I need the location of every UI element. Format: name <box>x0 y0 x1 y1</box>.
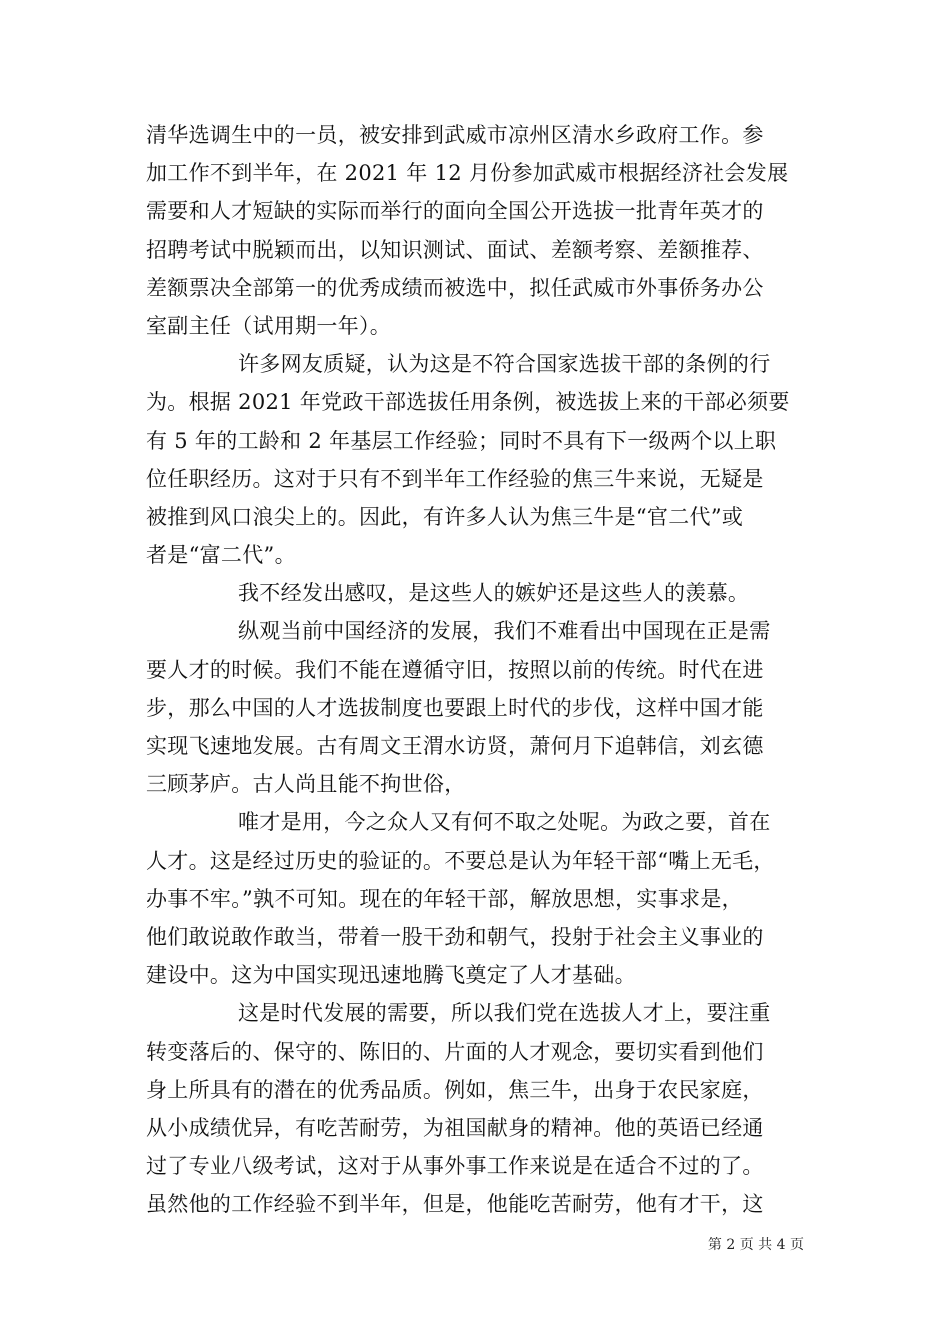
paragraph-5 <box>146 803 808 994</box>
text-line: 实现飞速地发展。古有周文王渭水访贤，萧何月下追韩信，刘玄德 <box>146 734 764 758</box>
text-line: 转变落后的、保守的、陈旧的、片面的人才观念，要切实看到他们 <box>146 1039 764 1064</box>
text-line: 招聘考试中脱颖而出，以知识测试、面试、差额考察、差额推荐、 <box>146 237 764 262</box>
text-line: 步，那么中国的人才选拔制度也要跟上时代的步伐，这样中国才能 <box>146 695 764 720</box>
text-line: 为。根据 2021 年党政干部选拔任用条例，被选拔上来的干部必须要 <box>146 390 790 415</box>
paragraph-1 <box>146 116 808 345</box>
text-line: 加工作不到半年，在 2021 年 12 月份参加武威市根据经济社会发展 <box>146 161 789 186</box>
text-line: 室副主任（试用期一年）。 <box>146 313 392 338</box>
paragraph-2 <box>146 345 808 574</box>
text-line: 需要和人才短缺的实际而举行的面向全国公开选拔一批青年英才的 <box>146 199 764 224</box>
text-line: 过了专业八级考试，这对于从事外事工作来说是在适合不过的了。 <box>146 1154 764 1179</box>
text-line: 唯才是用，今之众人又有何不取之处呢。为政之要，首在 <box>238 810 771 835</box>
text-line: 虽然他的工作经验不到半年，但是，他能吃苦耐劳，他有才干，这 <box>146 1192 764 1217</box>
text-line: 从小成绩优异，有吃苦耐劳，为祖国献身的精神。他的英语已经通 <box>146 1115 764 1140</box>
text-line: 差额票决全部第一的优秀成绩而被选中，拟任武威市外事侨务办公 <box>146 275 764 300</box>
text-line: 办事不牢。”孰不可知。现在的年轻干部，解放思想，实事求是， <box>146 886 743 911</box>
document-body <box>146 116 808 1223</box>
paragraph-6 <box>146 994 808 1223</box>
text-line: 许多网友质疑，认为这是不符合国家选拔干部的条例的行 <box>238 352 771 377</box>
paragraph-3 <box>146 574 808 612</box>
text-line: 人才。这是经过历史的验证的。不要总是认为年轻干部“嘴上无毛， <box>146 848 775 873</box>
text-line: 有 5 年的工龄和 2 年基层工作经验；同时不具有下一级两个以上职 <box>146 428 777 453</box>
paragraph-4 <box>146 612 808 803</box>
text-line: 者是“富二代”。 <box>146 543 296 568</box>
text-line: 被推到风口浪尖上的。因此，有许多人认为焦三牛是“官二代”或 <box>146 504 744 529</box>
text-line: 位任职经历。这对于只有不到半年工作经验的焦三牛来说，无疑是 <box>146 466 764 491</box>
text-line: 三顾茅庐。古人尚且能不拘世俗， <box>146 772 466 797</box>
text-line: 建设中。这为中国实现迅速地腾飞奠定了人才基础。 <box>146 963 636 988</box>
text-line: 要人才的时候。我们不能在遵循守旧，按照以前的传统。时代在进 <box>146 657 764 682</box>
text-line: 我不经发出感叹，是这些人的嫉妒还是这些人的羡慕。 <box>238 581 750 606</box>
text-line: 他们敢说敢作敢当，带着一股干劲和朝气，投射于社会主义事业的 <box>146 924 764 949</box>
page-number: 第 2 页 共 4 页 <box>707 1237 804 1253</box>
text-line: 清华选调生中的一员，被安排到武威市凉州区清水乡政府工作。参 <box>146 123 764 147</box>
text-line: 这是时代发展的需要，所以我们党在选拔人才上，要注重 <box>238 1001 771 1026</box>
text-line: 身上所具有的潜在的优秀品质。例如，焦三牛，出身于农民家庭， <box>146 1077 764 1102</box>
text-line: 纵观当前中国经济的发展，我们不难看出中国现在正是需 <box>238 619 771 644</box>
